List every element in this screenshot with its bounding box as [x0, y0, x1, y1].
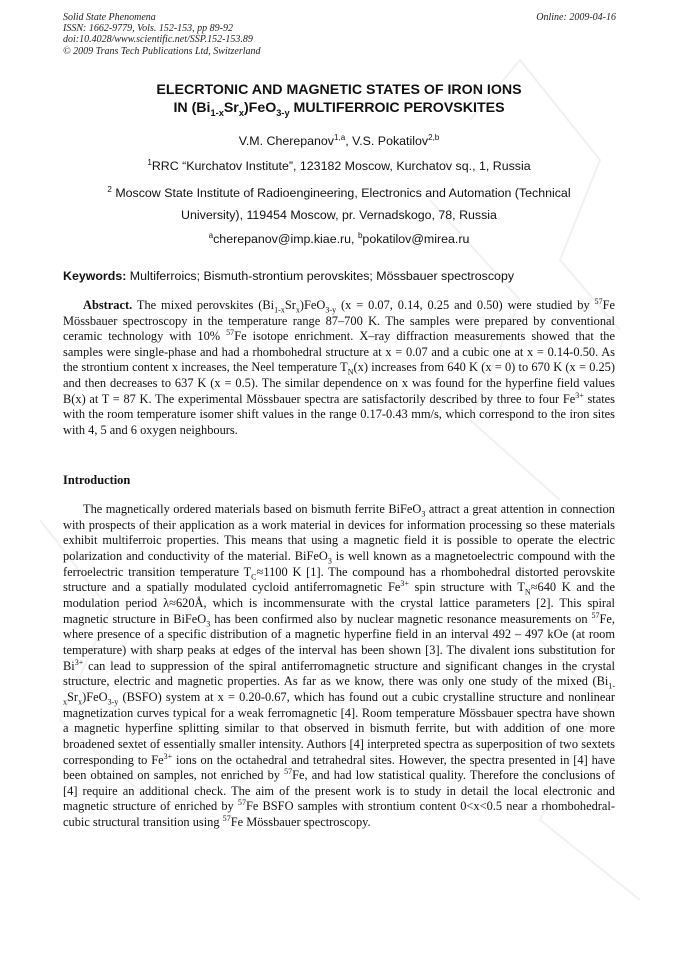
author-emails: $^a$cherepanov@imp.kiae.ru, $^b$pokatilov@mirea.ru: [208, 230, 470, 246]
online-date: Online: 2009-04-16: [536, 12, 616, 23]
journal-header: [63, 12, 423, 57]
introduction-paragraph: The magnetically ordered materials based on bismuth ferrite BiFeO$_3$ attract a great attention in connection with prospects of their application as a work material in devices for information processing so these materials exhibit multiferroic properties. This means that using a magnetic field it is possible to operate the electric polarization and conductivity of the material. BiFeO$_3$ is well known as a magnetoelectric compound with the ferroelectric transition temperature $T_C\approx 1100$ K [1]. The compound has a rhombohedral distorted perovskite structure and a spatially modulated cycloid antiferromagnetic $Fe^{3+}$ spin structure with $T_N\approx 640$ K and the modulation period λ≈620Å, which is incommensurate with the crystal lattice parameters [2]. This spiral magnetic structure in BiFeO$_3$ has been confirmed also by nuclear magnetic resonance measurements on $^{57}$Fe, where presence of a specific distribution of a magnetic hyperfine field in an interval 492 – 497 kOe (at room temperature) with sharp peaks at edges of the interval has been shown [3]. The divalent ions substitution for $Bi^{3+}$ can lead to suppression of the spiral antiferromagnetic structure and significant changes in the crystal structure, electric and magnetic properties. As far as we know, there was only one study of the mixed $(Bi_{1-x}Sr_x)FeO_{3-y}$ (BSFO) system at x = 0.20-0.67, which has found out a cubic crystalline structure and nonlinear magnetization curves typical for a weak ferromagnetic [4]. Room temperature Mössbauer spectra have shown a magnetic hyperfine splitting similar to that observed in bismuth ferrite, but with addition of one more broadened sextet of essentially smaller intensity. Authors [4] interpreted spectra as superposition of two sextets corresponding to $Fe^{3+}$ ions on the octahedral and tetrahedral sites. However, the spectra presented in [4] have been obtained on samples, not enriched by $^{57}$Fe, and had low statistical quality. Therefore the conclusions of [4] require an additional check. The aim of the present work is to study in detail the local electronic and magnetic structure of enriched by $^{57}$Fe BSFO samples with strontium content 0<x<0.5 near a rhombohedral-cubic structural transition using $^{57}$Fe Mössbauer spectroscopy.: [63, 502, 616, 830]
keywords-text: Multiferroics; Bismuth-strontium perovskites; Mössbauer spectroscopy: [126, 269, 515, 283]
email-a[interactable]: cherepanov@imp.kiae.ru: [213, 232, 352, 246]
affiliation-2: $^2$ Moscow State Institute of Radioengineering, Electronics and Automation (Technical University), 119454 Moscow, pr. Vernadskogo, 78, Russia: [107, 184, 571, 222]
copyright-line: © 2009 Trans Tech Publications Ltd, Switzerland: [63, 45, 261, 57]
author-list: V.M. Cherepanov$^{1,a}$, V.S. Pokatilov$^{2,b}$: [238, 132, 440, 148]
author-2: V.S. Pokatilov: [352, 134, 429, 148]
journal-name: Solid State Phenomena: [63, 12, 156, 23]
affiliation-1: $^1$RRC “Kurchatov Institute”, 123182 Moscow, Kurchatov sq., 1, Russia: [147, 157, 531, 173]
title-line-1: ELECRTONIC AND MAGNETIC STATES OF IRON IONS: [156, 82, 522, 98]
title-line-2: IN $(Bi_{1-x}Sr_x)FeO_{3-y}$ MULTIFERROIC PEROVSKITES: [173, 99, 505, 118]
doi-line: doi:10.4028/www.scientific.net/SSP.152-153.89: [63, 34, 253, 46]
abstract-label: Abstract.: [83, 298, 133, 312]
section-heading-introduction: Introduction: [63, 473, 131, 487]
issn-line: ISSN: 1662-9779, Vols. 152-153, pp 89-92: [63, 23, 233, 35]
paper-title: [60, 82, 618, 117]
keywords-label: Keywords:: [63, 269, 127, 283]
author-1: V.M. Cherepanov: [238, 134, 335, 148]
keywords: [63, 269, 623, 283]
abstract: Abstract. The mixed perovskites $(Bi_{1-x}Sr_x)FeO_{3-y}$ (x = 0.07, 0.14, 0.25 and 0.50) were studied by $^{57}$Fe Mössbauer spectroscopy in the temperature range 87–700 K. The samples were prepared by conventional ceramic technology with 10% $^{57}$Fe isotope enrichment. X–ray diffraction measurements showed that the samples were single-phase and had a rhombohedral structure at x = 0.07 and a cubic one at x = 0.14-0.50. As the strontium content x increases, the Neel temperature $T_N(x)$ increases from 640 K (x = 0) to 670 K (x = 0.25) and then decreases to 637 K (x = 0.5). The similar dependence on x was found for the hyperfine field values B(x) at T = 87 K. The experimental Mössbauer spectra are satisfactorily described by three to four $Fe^{3+}$ states with the room temperature isomer shift values in the range 0.17-0.43 mm/s, which correspond to the iron sites with 4, 5 and 6 oxygen neighbours.: [63, 296, 616, 437]
email-b[interactable]: pokatilov@mirea.ru: [362, 232, 470, 246]
